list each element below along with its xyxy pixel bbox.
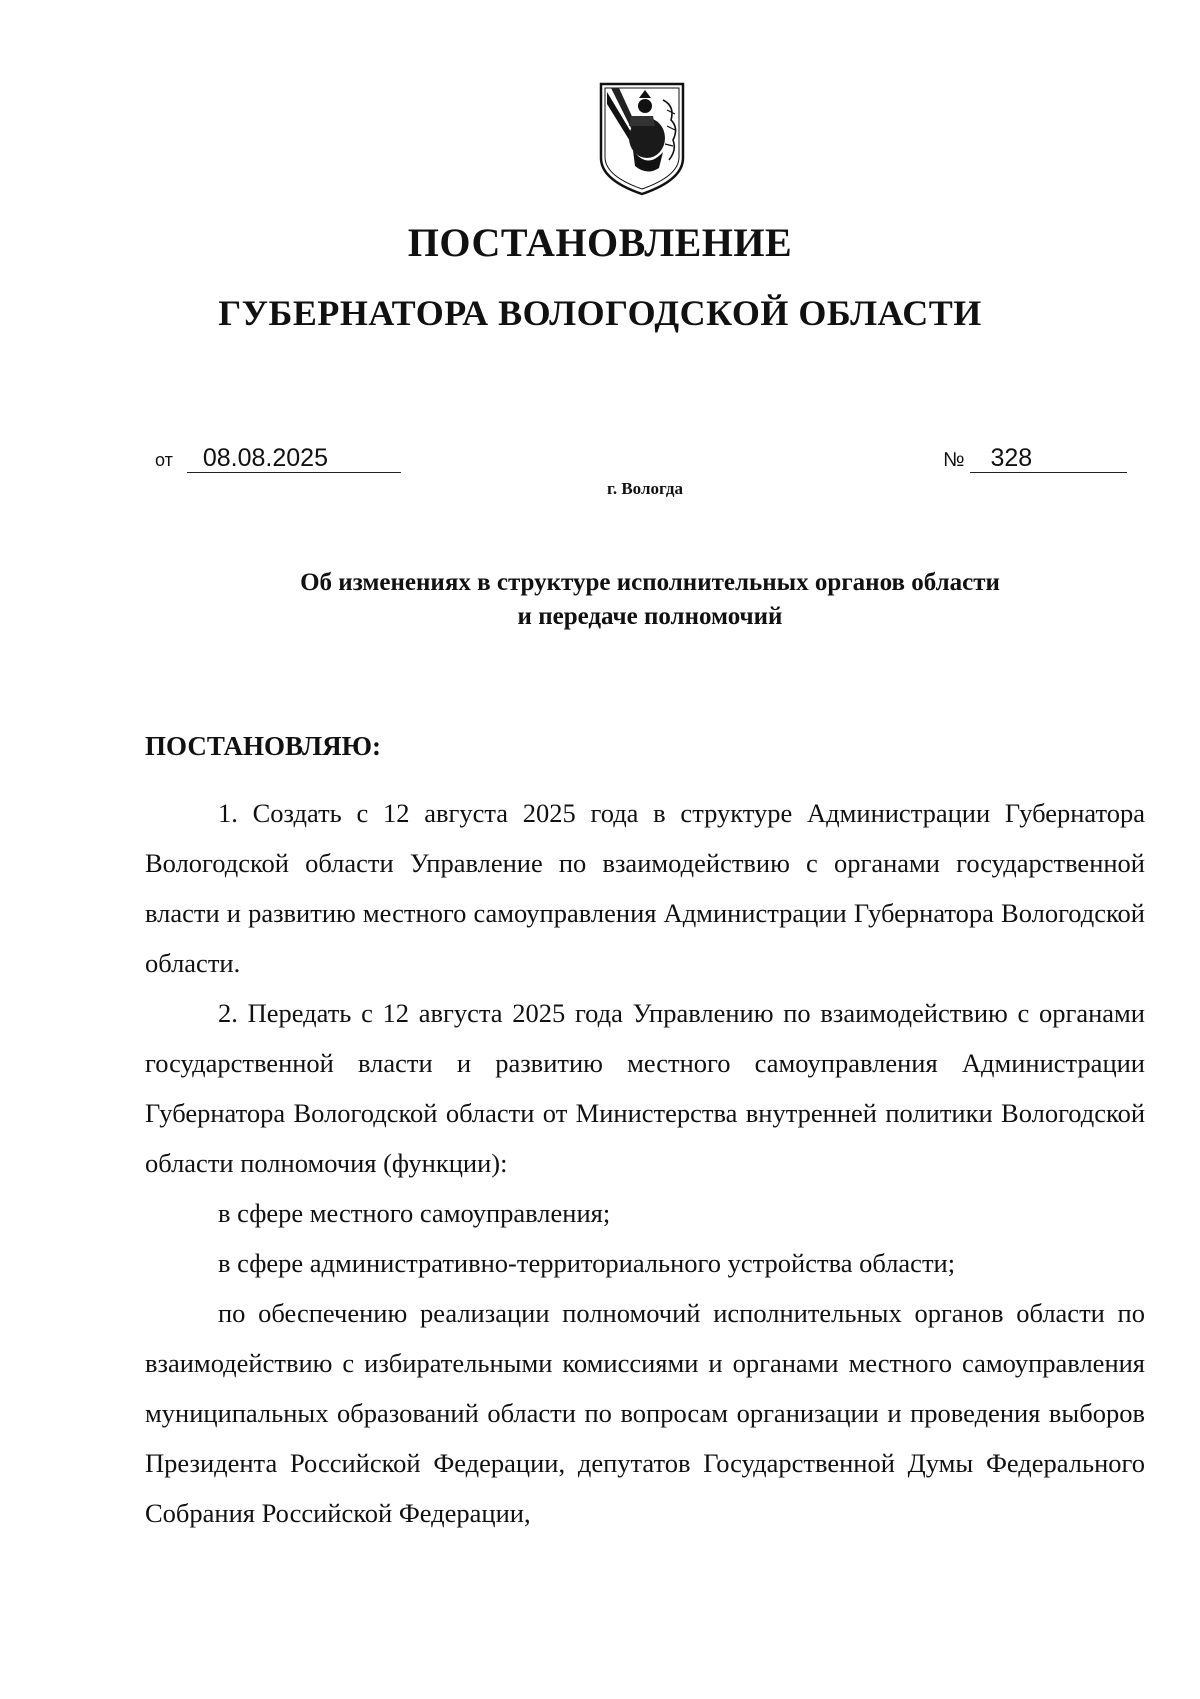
date-field (155, 444, 401, 475)
document-subject (0, 566, 1200, 634)
city-label: г. Вологда (607, 479, 683, 498)
paragraph-1: 1. Создать с 12 августа 2025 года в структуре Администрации Губернатора Вологодской области Управление по взаимодействию с органами государственной власти и развитию местного самоуправления Администрации Губернатора Вологодской области. (145, 798, 1145, 978)
subject-line-2: и передаче полномочий (517, 603, 783, 630)
number-field (943, 444, 1127, 475)
paragraph-2: 2. Передать с 12 августа 2025 года Управлению по взаимодействию с органами государственной власти и развитию местного самоуправления Администрации Губернатора Вологодской области от Министерства внутренней политики Вологодской области полномочия (функции): (145, 998, 1145, 1178)
date-value: 08.08.2025 (187, 444, 401, 473)
date-label: от (155, 450, 173, 470)
decree-heading: ПОСТАНОВЛЯЮ: (145, 731, 381, 761)
document-title: ПОСТАНОВЛЕНИЕ (407, 220, 793, 265)
document-body (145, 788, 1145, 1538)
paragraph-item-elections: по обеспечению реализации полномочий исполнительных органов области по взаимодействию с избирательными комиссиями и органами местного самоуправления муниципальных образований области по вопросам организации и проведения выборов Президента Российской Федерации, депутатов Государственной Думы Федерального Собрания Российской Федерации, (145, 1298, 1145, 1528)
number-value: 328 (970, 444, 1127, 473)
issuer-title: ГУБЕРНАТОРА ВОЛОГОДСКОЙ ОБЛАСТИ (218, 293, 982, 333)
paragraph-item-territorial-structure: в сфере административно-территориального устройства области; (218, 1248, 956, 1278)
subject-line-1: Об изменениях в структуре исполнительных органов области (300, 569, 1000, 596)
paragraph-item-local-government: в сфере местного самоуправления; (218, 1198, 611, 1228)
coat-of-arms-icon (597, 80, 687, 198)
number-label: № (943, 449, 965, 471)
